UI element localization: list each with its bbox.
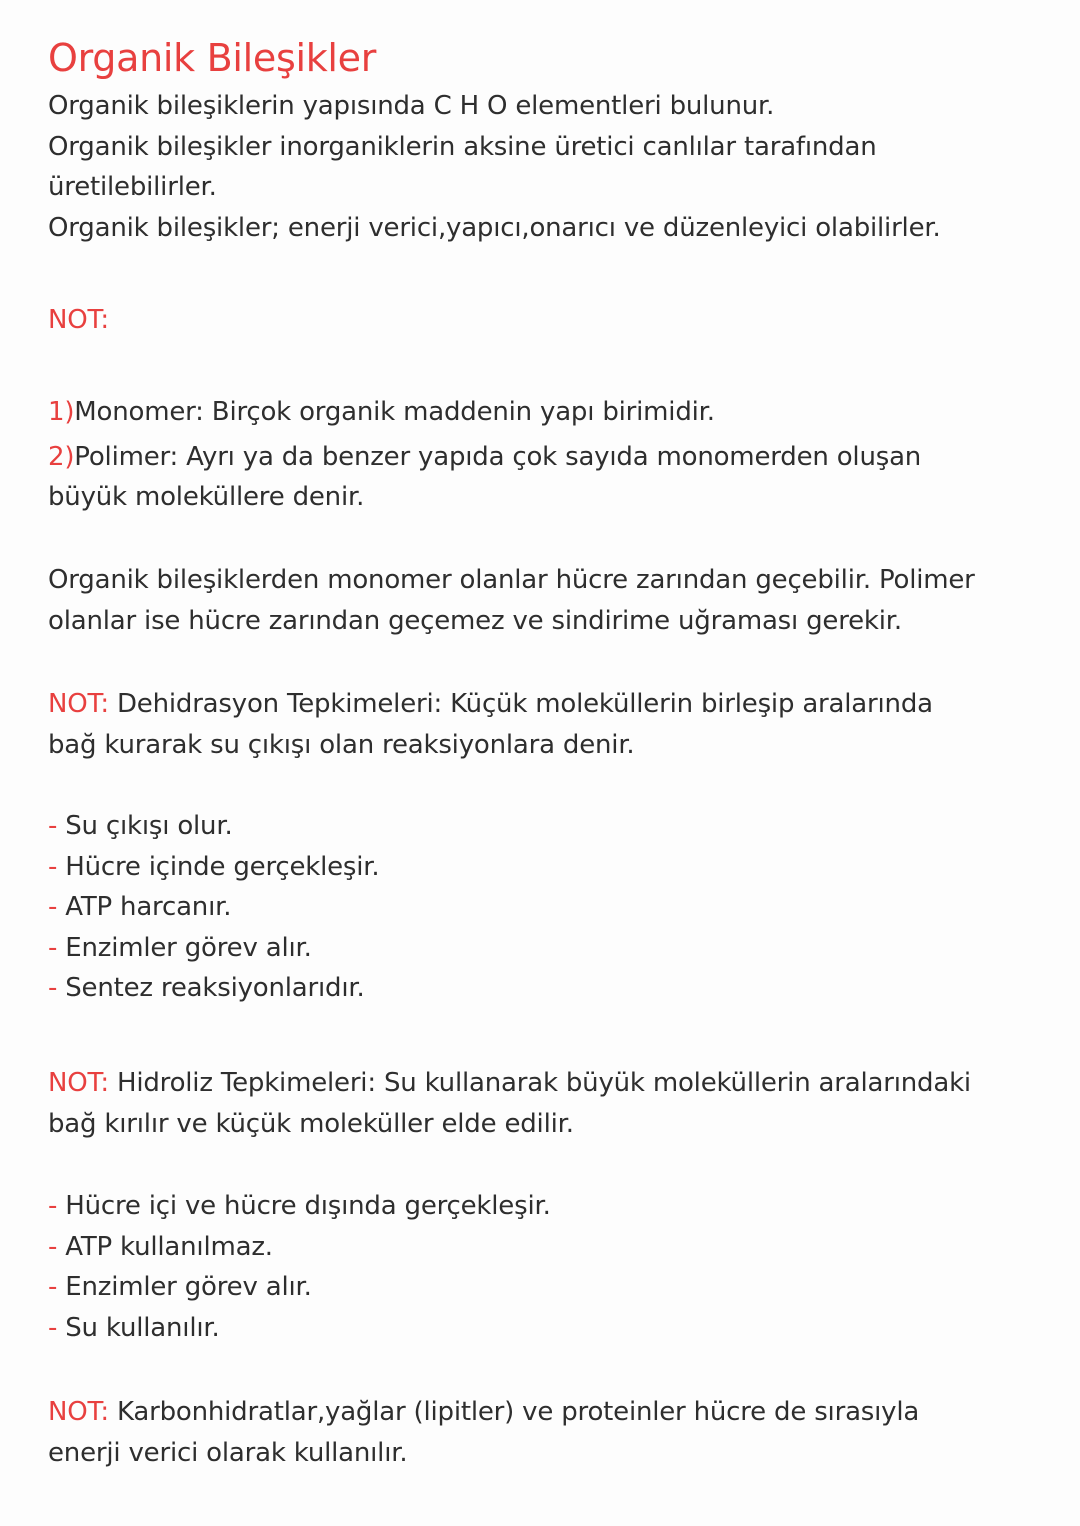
- bullet-dash: -: [48, 973, 66, 1003]
- bullet-dash: -: [48, 932, 66, 963]
- definitions-list: [48, 392, 1038, 518]
- list-item: [48, 806, 1038, 847]
- bullet-dash: -: [48, 1231, 66, 1262]
- dehydration-line: [48, 684, 1038, 725]
- intro-paragraph: [48, 86, 1038, 248]
- definition-number: 2): [48, 441, 75, 472]
- not-label: NOT:: [48, 689, 109, 719]
- hydrolysis-bullets: [48, 1186, 1038, 1348]
- definition-monomer: [48, 392, 1038, 433]
- dehydration-note: [48, 684, 1038, 765]
- list-item-text: Su kullanılır.: [65, 1312, 220, 1343]
- not-label: NOT:: [48, 1397, 109, 1427]
- hydrolysis-text: bağ kırılır ve küçük moleküller elde edilir.: [48, 1108, 574, 1139]
- hydrolysis-line: [48, 1063, 1038, 1104]
- membrane-line: olanlar ise hücre zarından geçemez ve sindirime uğraması gerekir.: [48, 605, 902, 636]
- list-item-text: ATP kullanılmaz.: [65, 1231, 273, 1262]
- membrane-line: Organik bileşiklerden monomer olanlar hücre zarından geçebilir. Polimer: [48, 565, 975, 595]
- definition-text: Polimer: Ayrı ya da benzer yapıda çok sayıda monomerden oluşan: [74, 441, 922, 472]
- bullet-dash: -: [48, 1191, 66, 1221]
- list-item-text: Hücre içinde gerçekleşir.: [65, 851, 380, 882]
- list-item: [48, 1186, 1038, 1227]
- intro-line: üretilebilirler.: [48, 172, 217, 202]
- not-label: NOT:: [48, 1068, 109, 1098]
- bullet-dash: -: [48, 811, 66, 841]
- list-item: [48, 968, 1038, 1009]
- list-item-text: ATP harcanır.: [65, 892, 232, 922]
- intro-line: Organik bileşiklerin yapısında C H O elementleri bulunur.: [48, 91, 775, 121]
- bullet-dash: -: [48, 1272, 66, 1302]
- list-item-text: Sentez reaksiyonlarıdır.: [65, 973, 365, 1003]
- list-item: [48, 928, 1038, 969]
- dehydration-text: bağ kurarak su çıkışı olan reaksiyonlara denir.: [48, 729, 635, 760]
- list-item: [48, 1227, 1038, 1268]
- list-item: [48, 1267, 1038, 1308]
- page-title: Organik Bileşikler: [48, 36, 377, 80]
- hydrolysis-note: [48, 1063, 1038, 1144]
- definition-text: Monomer: Birçok organik maddenin yapı birimidir.: [74, 397, 715, 427]
- list-item-text: Hücre içi ve hücre dışında gerçekleşir.: [65, 1191, 551, 1221]
- energy-note: [48, 1392, 1038, 1473]
- list-item-text: Su çıkışı olur.: [65, 811, 233, 841]
- dehydration-text: Dehidrasyon Tepkimeleri: Küçük moleküllerin birleşip aralarında: [108, 689, 933, 719]
- energy-line: [48, 1392, 1038, 1433]
- list-item: [48, 847, 1038, 888]
- definition-polymer: [48, 437, 1038, 478]
- intro-line: Organik bileşikler; enerji verici,yapıcı,onarıcı ve düzenleyici olabilirler.: [48, 212, 941, 243]
- bullet-dash: -: [48, 1312, 66, 1343]
- list-item: [48, 887, 1038, 928]
- definition-text: büyük moleküllere denir.: [48, 482, 365, 512]
- energy-text: enerji verici olarak kullanılır.: [48, 1437, 408, 1468]
- hydrolysis-text: Hidroliz Tepkimeleri: Su kullanarak büyük moleküllerin aralarındaki: [108, 1068, 971, 1098]
- list-item-text: Enzimler görev alır.: [65, 1272, 312, 1302]
- intro-line: Organik bileşikler inorganiklerin aksine üretici canlılar tarafından: [48, 131, 877, 162]
- dehydration-bullets: [48, 806, 1038, 1009]
- list-item-text: Enzimler görev alır.: [65, 932, 312, 963]
- not-heading: NOT:: [48, 305, 109, 335]
- bullet-dash: -: [48, 851, 66, 882]
- membrane-paragraph: [48, 560, 1038, 641]
- bullet-dash: -: [48, 892, 66, 922]
- list-item: [48, 1308, 1038, 1349]
- energy-text: Karbonhidratlar,yağlar (lipitler) ve proteinler hücre de sırasıyla: [108, 1397, 920, 1427]
- definition-number: 1): [48, 397, 75, 427]
